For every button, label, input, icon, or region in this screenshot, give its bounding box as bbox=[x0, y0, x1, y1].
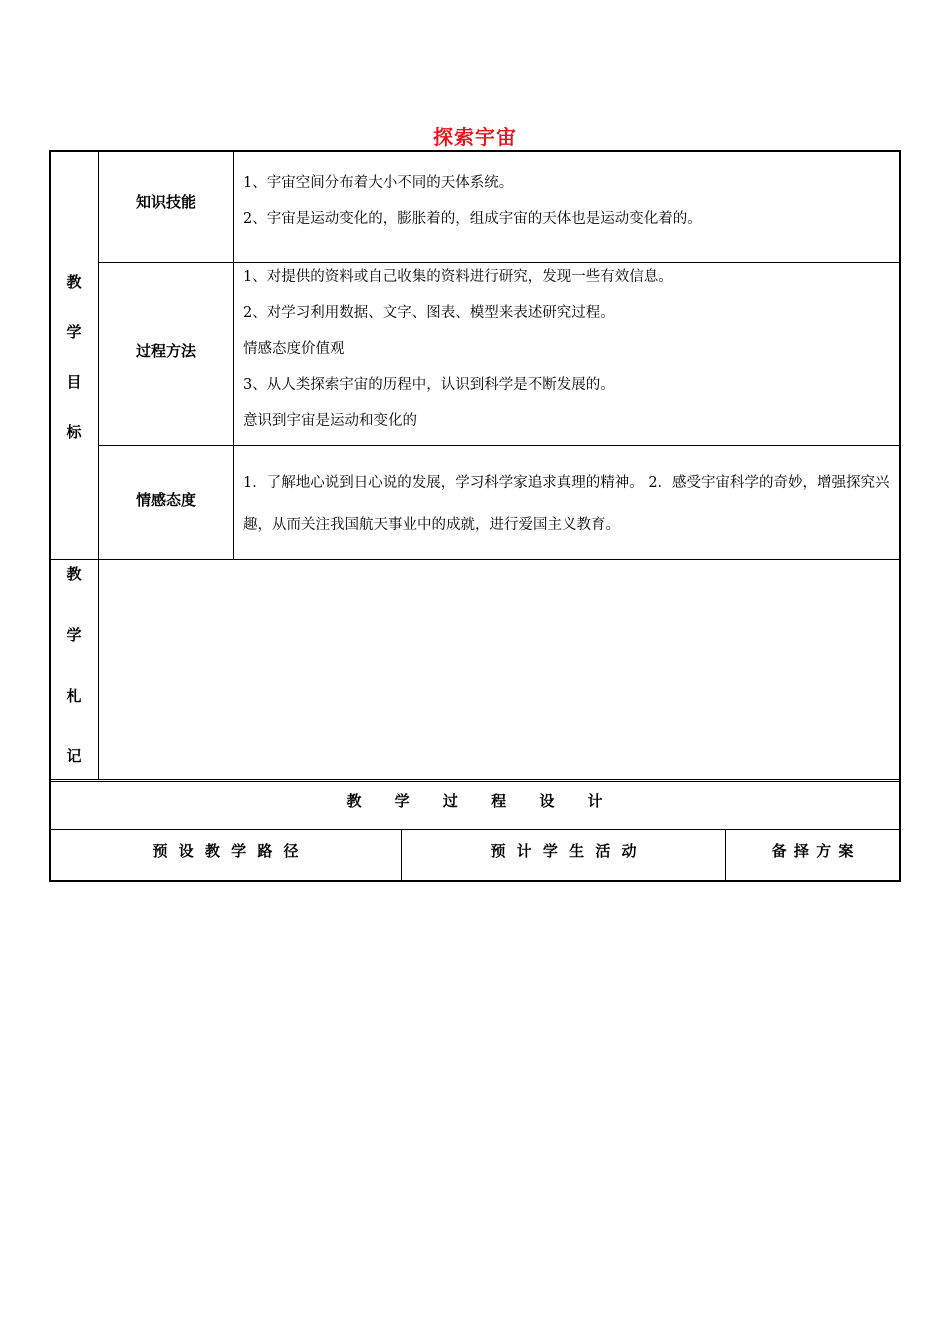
knowledge-skills-label: 知识技能 bbox=[135, 193, 196, 211]
row-divider-notes bbox=[50, 779, 899, 782]
process-line: 情感态度价值观 bbox=[243, 341, 345, 357]
knowledge-line: 2、宇宙是运动变化的，膨胀着的，组成宇宙的天体也是运动变化着的。 bbox=[243, 211, 702, 227]
process-line: 意识到宇宙是运动和变化的 bbox=[243, 413, 417, 429]
goals-label-char: 目 bbox=[66, 373, 82, 391]
row-divider-design-header bbox=[50, 829, 899, 830]
process-line: 1、对提供的资料或自己收集的资料进行研究，发现一些有效信息。 bbox=[243, 269, 673, 285]
notes-label-char: 学 bbox=[66, 626, 82, 644]
process-line: 3、从人类探索宇宙的历程中，认识到科学是不断发展的。 bbox=[243, 377, 615, 393]
teaching-notes-area[interactable] bbox=[99, 560, 899, 779]
goal-label-divider bbox=[233, 151, 234, 559]
knowledge-line: 1、宇宙空间分布着大小不同的天体系统。 bbox=[243, 175, 514, 191]
emotion-attitude-content: 1．了解地心说到日心说的发展，学习科学家追求真理的精神。 2．感受宇宙科学的奇妙，增强探究兴趣，从而关注我国航天事业中的成就，进行爱国主义教育。 bbox=[243, 475, 890, 533]
emotion-attitude-label: 情感态度 bbox=[135, 491, 196, 509]
knowledge-skills-content bbox=[243, 174, 893, 246]
goals-label-char: 学 bbox=[66, 323, 82, 341]
process-method-content bbox=[243, 268, 893, 448]
process-line: 2、对学习利用数据、文字、图表、模型来表述研究过程。 bbox=[243, 305, 615, 321]
preset-teaching-path-header: 预 设 教 学 路 径 bbox=[152, 842, 299, 860]
expected-student-activity-header: 预 计 学 生 活 动 bbox=[490, 842, 637, 860]
process-method-label: 过程方法 bbox=[135, 342, 196, 360]
notes-label-char: 记 bbox=[66, 747, 82, 765]
notes-label-char: 札 bbox=[66, 687, 82, 705]
row-divider-knowledge bbox=[99, 262, 899, 263]
goals-label-char: 教 bbox=[66, 273, 82, 291]
alternative-plan-header: 备 择 方 案 bbox=[771, 842, 854, 860]
notes-label-char: 教 bbox=[66, 565, 82, 583]
process-design-header: 教 学 过 程 设 计 bbox=[346, 792, 603, 810]
goals-label-char: 标 bbox=[66, 423, 82, 441]
page-title: 探索宇宙 bbox=[433, 125, 517, 149]
